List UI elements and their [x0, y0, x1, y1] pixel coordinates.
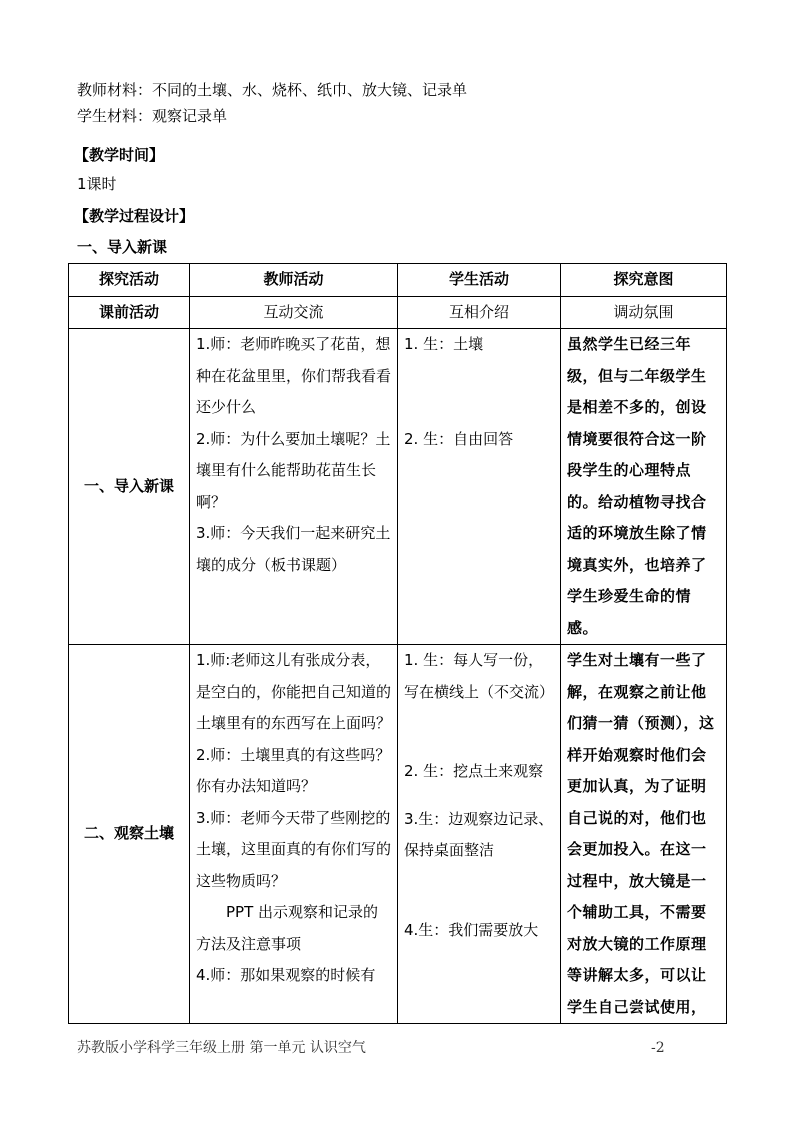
- stage1-teacher-step-3: 3.师：今天我们一起来研究土壤的成分（板书课题）: [196, 524, 391, 574]
- stage2-row: [69, 645, 727, 1024]
- teacher-materials: 教师材料：不同的土壤、水、烧杯、纸巾、放大镜、记录单: [77, 81, 468, 99]
- stage1-intent: 虽然学生已经三年级，但与二年级学生是相差不多的，创设情境要很符合这一阶段学生的心理特点的。给动植物寻找合适的环境放生除了情境真实外，也培养了学生珍爱生命的情感。: [561, 329, 727, 645]
- time-heading: 【教学时间】: [74, 146, 165, 164]
- footer-page-number: -2: [651, 1040, 665, 1056]
- stage2-intent: 学生对土壤有一些了解，在观察之前让他们猜一猜（预测），这样开始观察时他们会更加认真，为了证明自己说的对，他们也会更加投入。在这一过程中，放大镜是一个辅助工具，不需要对放大镜的工作原理等讲解太多，可以让学生自己尝试使用，: [561, 645, 727, 1024]
- stage1-student-step-2: 2. 生：自由回答: [404, 429, 514, 448]
- stage2-teacher-step-3: 3.师：老师今天带了些刚挖的土壤，这里面真的有你们写的这些物质吗？: [196, 808, 392, 890]
- stage1-teacher-cell: [190, 329, 398, 645]
- stage1-teacher-step-1: 1.师：老师昨晚买了花苗，想种在花盆里里，你们帮我看看还少什么: [196, 335, 392, 416]
- pre-class-label: 课前活动: [69, 296, 190, 329]
- pre-class-teacher: 互动交流: [190, 296, 398, 329]
- table-header-row: [69, 264, 727, 297]
- stage2-student-step-3: 3.生：边观察边记录、保持桌面整洁: [404, 809, 554, 859]
- stage2-teacher-step-2: 2.师：土壤里真的有这些吗？你有办法知道吗？: [196, 745, 391, 795]
- lesson-plan-table: [68, 263, 727, 1024]
- stage2-teacher-step-4: 4.师：那如果观察的时候有: [196, 966, 376, 984]
- stage2-teacher-ppt-note: PPT 出示观察和记录的方法及注意事项: [196, 903, 379, 953]
- stage1-row: [69, 329, 727, 645]
- header-intent: 探究意图: [561, 264, 727, 297]
- stage1-teacher-step-2: 2.师：为什么要加土壤呢？土壤里有什么能帮助花苗生长啊？: [196, 429, 391, 511]
- section-title: 一、导入新课: [77, 238, 168, 256]
- stage1-student-step-1: 1. 生：土壤: [404, 335, 484, 353]
- stage2-student-step-2: 2. 生：挖点土来观察: [404, 762, 544, 780]
- pre-class-intent: 调动氛围: [561, 296, 727, 329]
- stage2-student-step-4: 4.生：我们需要放大: [404, 920, 539, 939]
- stage1-student-cell: [398, 329, 561, 645]
- stage2-teacher-step-1: 1.师:老师这儿有张成分表，是空白的，你能把自己知道的土壤里有的东西写在上面吗？: [196, 651, 392, 732]
- footer-book-title: 苏教版小学科学三年级上册 第一单元 认识空气: [77, 1040, 366, 1056]
- time-value: 1课时: [77, 175, 117, 193]
- pre-class-row: [69, 296, 727, 329]
- header-student: 学生活动: [398, 264, 561, 297]
- stage2-label: 二、观察土壤: [69, 645, 190, 1024]
- stage2-student-step-1: 1. 生：每人写一份，写在横线上（不交流）: [404, 651, 555, 701]
- student-materials: 学生材料：观察记录单: [77, 107, 228, 125]
- pre-class-student: 互相介绍: [398, 296, 561, 329]
- stage2-student-cell: [398, 645, 561, 1024]
- header-teacher: 教师活动: [190, 264, 398, 297]
- stage1-label: 一、导入新课: [69, 329, 190, 645]
- header-activity: 探究活动: [69, 264, 190, 297]
- stage2-teacher-cell: [190, 645, 398, 1024]
- process-heading: 【教学过程设计】: [74, 207, 195, 225]
